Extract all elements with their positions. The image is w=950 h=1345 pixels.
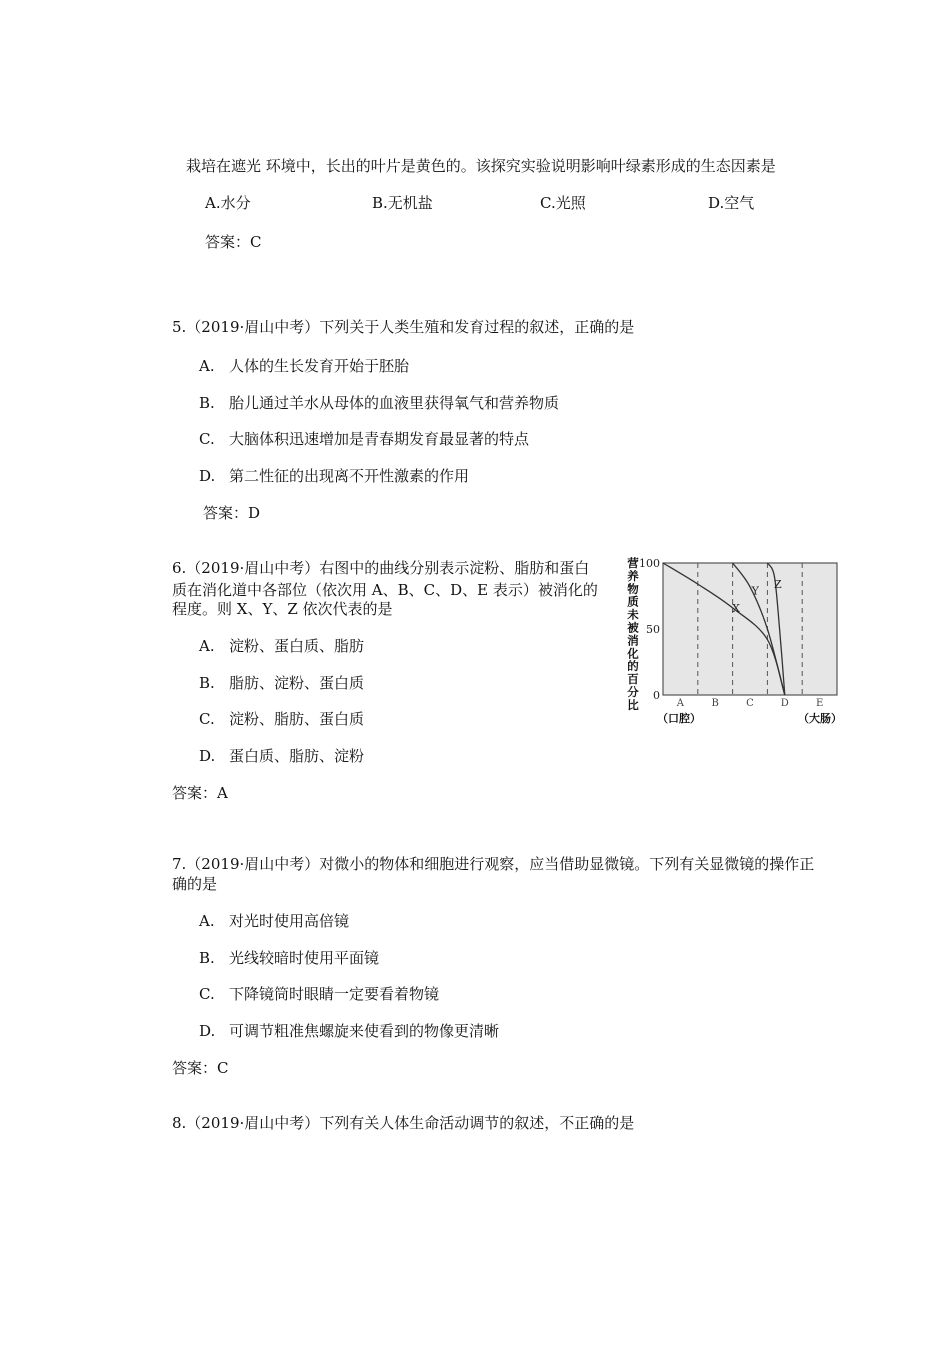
q6-option-d-letter: D. [199,747,216,765]
q4-answer: 答案：C [205,233,262,251]
q7-option-b-text: 光线较暗时使用平面镜 [229,949,380,967]
q6-option-a-text: 淀粉、蛋白质、脂肪 [229,637,365,655]
q7-stem-line1: 7.（2019·眉山中考）对微小的物体和细胞进行观察，应当借助显微镜。下列有关显微镜的操作正 [172,855,815,873]
y-axis-label-char: 物 [627,581,639,596]
y-axis-label-char: 未 [627,607,639,622]
q7-option-d-text: 可调节粗准焦螺旋来使看到的物像更清晰 [229,1022,500,1040]
q6-option-a-letter: A. [199,637,215,655]
x-category-label: C [746,698,754,709]
q4-option-d: D.空气 [708,194,755,212]
q6-option-b-letter: B. [199,674,215,692]
y-axis-label-char: 被 [627,620,639,635]
q6-option-b-text: 脂肪、淀粉、蛋白质 [229,674,365,692]
q5-option-a-text: 人体的生长发育开始于胚胎 [229,357,410,375]
q6-stem-line1: 6.（2019·眉山中考）右图中的曲线分别表示淀粉、脂肪和蛋白 [172,559,590,577]
y-axis-label-char: 养 [627,568,639,583]
digestion-chart-svg [622,555,844,727]
digestion-chart [622,555,844,727]
y-axis-label-char: 分 [627,685,639,699]
y-axis-label-char: 的 [627,659,639,674]
q4-option-c: C.光照 [540,194,586,212]
q7-option-a-text: 对光时使用高倍镜 [229,912,350,930]
q6-option-d-text: 蛋白质、脂肪、淀粉 [229,747,365,765]
q5-option-d-letter: D. [199,467,216,485]
q4-stem-tail: 栽培在遮光 环境中，长出的叶片是黄色的。该探究实验说明影响叶绿素形成的生态因素是 [186,157,776,175]
y-axis-label-char: 消 [627,633,639,648]
q6-stem-line3: 程度。则 X、Y、Z 依次代表的是 [172,600,393,618]
q4-option-a: A.水分 [205,194,251,212]
x-start-label: （口腔） [657,712,701,725]
q6-answer: 答案：A [172,784,228,802]
q5-answer: 答案：D [203,504,261,522]
q7-option-c-text: 下降镜筒时眼睛一定要看着物镜 [229,985,440,1003]
y-axis-label-char: 营 [627,556,639,570]
y-axis-label-char: 化 [627,646,639,661]
q7-stem-line2: 确的是 [172,875,218,893]
q5-option-c-letter: C. [199,430,215,448]
y-axis-label-char: 百 [627,672,639,687]
q8-stem: 8.（2019·眉山中考）下列有关人体生命活动调节的叙述，不正确的是 [172,1114,635,1132]
x-end-label: （大肠） [798,712,842,725]
q7-option-c-letter: C. [199,985,215,1003]
series-label-y: Y [751,584,759,598]
series-label-z: Z [774,578,782,592]
q6-option-c-text: 淀粉、脂肪、蛋白质 [229,710,365,728]
q5-stem: 5.（2019·眉山中考）下列关于人类生殖和发育过程的叙述，正确的是 [172,318,635,336]
y-axis-label-char: 比 [627,697,639,712]
q4-option-b: B.无机盐 [372,194,433,212]
q6-option-c-letter: C. [199,710,215,728]
q5-option-b-text: 胎儿通过羊水从母体的血液里获得氧气和营养物质 [229,394,560,412]
plot-area [663,563,837,695]
x-category-label: E [815,698,824,709]
q7-option-a-letter: A. [199,912,215,930]
x-category-label: D [780,698,789,709]
x-category-label: B [711,698,719,709]
y-axis-label-char: 质 [627,594,639,609]
q5-option-b-letter: B. [199,394,215,412]
q5-option-a-letter: A. [199,357,215,375]
y-tick-label: 100 [639,557,660,570]
y-tick-label: 50 [646,623,660,636]
x-category-label: A [676,698,685,709]
q7-option-b-letter: B. [199,949,215,967]
q7-answer: 答案：C [172,1059,229,1077]
y-tick-label: 0 [653,689,660,702]
q7-option-d-letter: D. [199,1022,216,1040]
q5-option-d-text: 第二性征的出现离不开性激素的作用 [229,467,470,485]
q6-stem-line2: 质在消化道中各部位（依次用 A、B、C、D、E 表示）被消化的 [172,581,598,599]
series-label-x: X [732,601,741,615]
q5-option-c-text: 大脑体积迅速增加是青春期发育最显著的特点 [229,430,530,448]
